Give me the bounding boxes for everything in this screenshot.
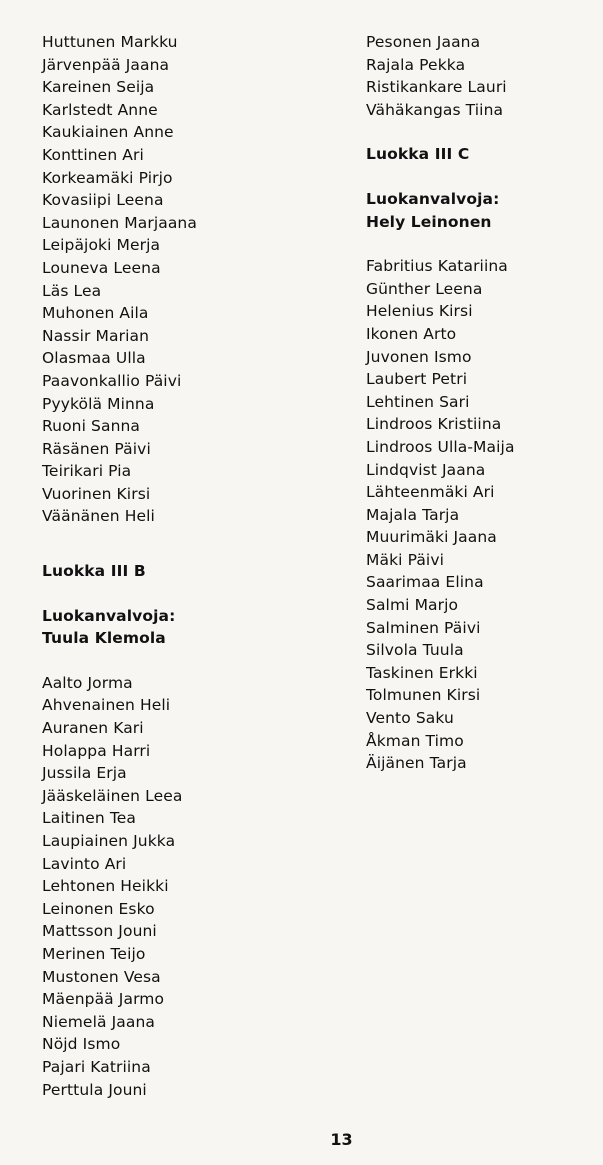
student-name: Muhonen Aila xyxy=(42,304,149,323)
student-name: Järvenpää Jaana xyxy=(42,55,170,74)
class-heading-iii-b: Luokka III B xyxy=(42,562,146,581)
student-name: Ahvenainen Heli xyxy=(42,696,171,715)
student-name: Louneva Leena xyxy=(42,258,161,277)
student-name: Tolmunen Kirsi xyxy=(366,686,481,705)
student-name: Nöjd Ismo xyxy=(42,1035,121,1054)
student-name: Leipäjoki Merja xyxy=(42,236,161,255)
student-list-iii-c xyxy=(366,255,596,775)
student-name: Ikonen Arto xyxy=(366,324,457,343)
student-name: Olasmaa Ulla xyxy=(42,349,146,368)
student-name: Vuorinen Kirsi xyxy=(42,484,151,503)
student-name: Jääskeläinen Leea xyxy=(42,786,183,805)
student-name: Mattsson Jouni xyxy=(42,922,157,941)
supervisor-name: Tuula Klemola xyxy=(42,629,166,648)
student-name: Taskinen Erkki xyxy=(366,663,478,682)
left-column xyxy=(42,31,312,1101)
supervisor-label: Luokanvalvoja: xyxy=(366,189,500,208)
student-name: Ruoni Sanna xyxy=(42,417,141,436)
supervisor-name: Hely Leinonen xyxy=(366,212,492,231)
student-name: Lindroos Kristiina xyxy=(366,415,502,434)
student-name: Karlstedt Anne xyxy=(42,100,158,119)
student-list-continued xyxy=(42,31,312,528)
student-name: Aalto Jorma xyxy=(42,673,133,692)
student-name: Äijänen Tarja xyxy=(366,754,467,773)
student-name: Salmi Marjo xyxy=(366,596,459,615)
student-name: Väänänen Heli xyxy=(42,507,155,526)
student-name: Merinen Teijo xyxy=(42,944,146,963)
student-name: Laubert Petri xyxy=(366,370,468,389)
student-name: Läs Lea xyxy=(42,281,102,300)
student-name: Åkman Timo xyxy=(366,731,464,750)
student-name: Kaukiainen Anne xyxy=(42,123,174,142)
student-name: Niemelä Jaana xyxy=(42,1012,155,1031)
student-name: Holappa Harri xyxy=(42,741,151,760)
student-name: Lindqvist Jaana xyxy=(366,460,486,479)
student-name: Ristikankare Lauri xyxy=(366,78,507,97)
student-name: Mäenpää Jarmo xyxy=(42,990,165,1009)
student-name: Mäki Päivi xyxy=(366,550,445,569)
student-list-iii-b xyxy=(42,672,312,1101)
student-name: Juvonen Ismo xyxy=(366,347,472,366)
student-name: Kovasiipi Leena xyxy=(42,191,164,210)
student-name: Saarimaa Elina xyxy=(366,573,484,592)
student-name: Rajala Pekka xyxy=(366,55,466,74)
student-name: Vähäkangas Tiina xyxy=(366,100,504,119)
student-name: Nassir Marian xyxy=(42,326,150,345)
student-name: Helenius Kirsi xyxy=(366,302,473,321)
student-name: Laitinen Tea xyxy=(42,809,137,828)
student-name: Räsänen Päivi xyxy=(42,439,151,458)
student-name: Huttunen Markku xyxy=(42,33,178,51)
right-column xyxy=(366,31,596,775)
student-name: Muurimäki Jaana xyxy=(366,528,497,547)
student-name: Mustonen Vesa xyxy=(42,967,161,986)
student-name: Fabritius Katariina xyxy=(366,257,508,276)
student-name: Konttinen Ari xyxy=(42,145,144,164)
student-name: Auranen Kari xyxy=(42,719,144,738)
student-name: Leinonen Esko xyxy=(42,899,155,918)
student-name: Pyykölä Minna xyxy=(42,394,155,413)
student-name: Günther Leena xyxy=(366,279,483,298)
student-name: Teirikari Pia xyxy=(42,462,132,481)
student-name: Lindroos Ulla-Maija xyxy=(366,437,515,456)
student-list-continued-right xyxy=(366,31,596,121)
page-number: 13 xyxy=(330,1130,353,1149)
student-name: Silvola Tuula xyxy=(366,641,464,660)
student-name: Launonen Marjaana xyxy=(42,213,197,232)
student-name: Salminen Päivi xyxy=(366,618,481,637)
student-name: Lähteenmäki Ari xyxy=(366,483,495,502)
student-name: Pajari Katriina xyxy=(42,1057,151,1076)
student-name: Lehtonen Heikki xyxy=(42,877,169,896)
student-name: Vento Saku xyxy=(366,709,454,728)
student-name: Kareinen Seija xyxy=(42,78,155,97)
student-name: Korkeamäki Pirjo xyxy=(42,168,173,187)
student-name: Perttula Jouni xyxy=(42,1080,147,1099)
student-name: Paavonkallio Päivi xyxy=(42,371,182,390)
student-name: Laupiainen Jukka xyxy=(42,832,176,850)
student-name: Majala Tarja xyxy=(366,505,460,524)
supervisor-label: Luokanvalvoja: xyxy=(42,606,176,625)
student-name: Lehtinen Sari xyxy=(366,392,470,411)
student-name: Pesonen Jaana xyxy=(366,33,481,51)
class-heading-iii-c: Luokka III C xyxy=(366,145,470,164)
student-name: Jussila Erja xyxy=(42,764,127,783)
student-name: Lavinto Ari xyxy=(42,854,127,873)
